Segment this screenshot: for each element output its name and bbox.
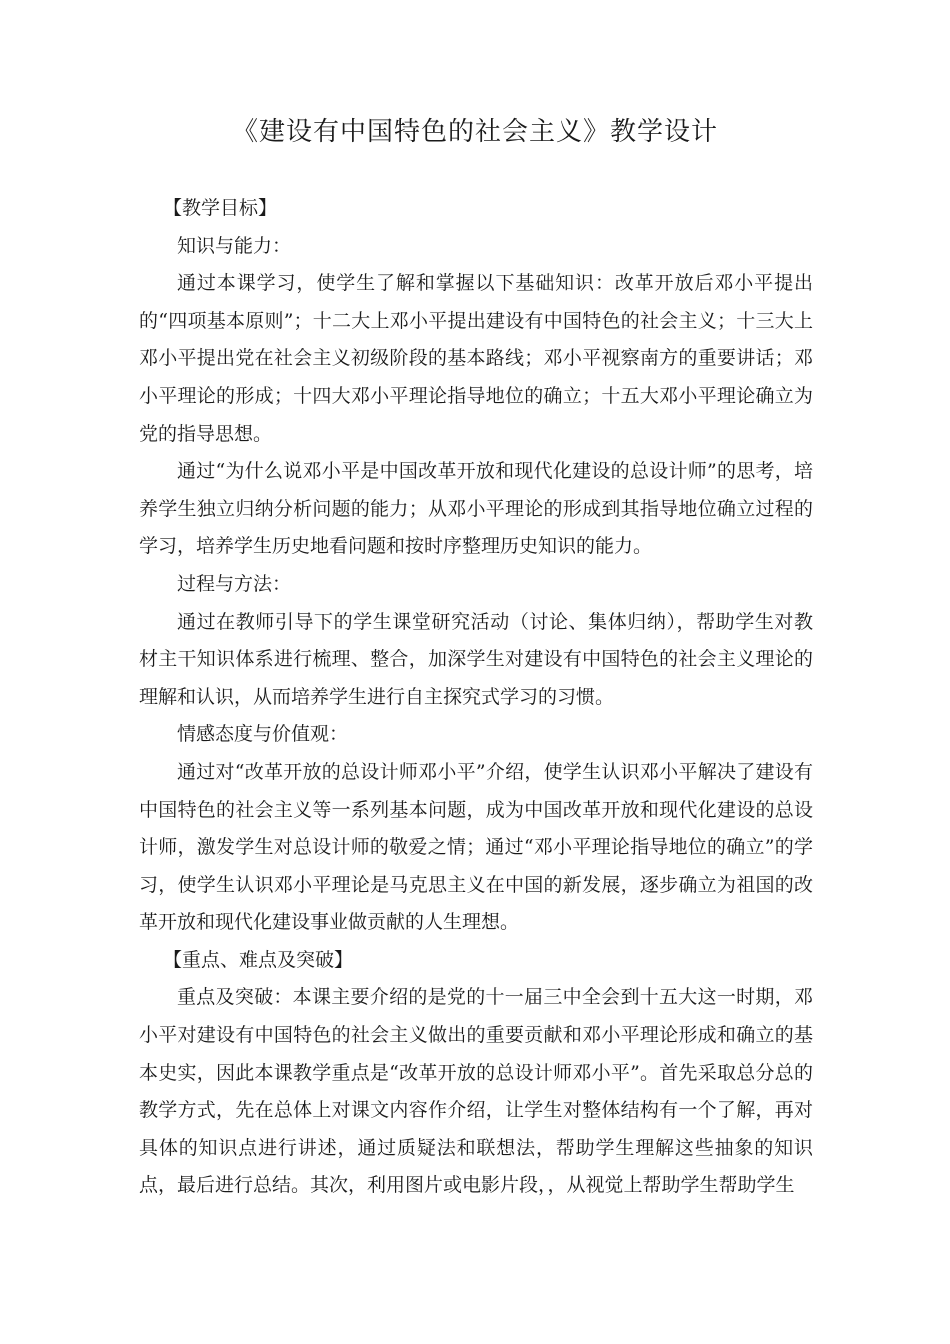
document-title: 《建设有中国特色的社会主义》教学设计 <box>231 117 718 147</box>
section-heading-key-points: 【重点、难点及突破】 <box>163 948 354 971</box>
subheading-knowledge-ability: 知识与能力： <box>177 234 292 257</box>
paragraph-ability-content: 通过“为什么说邓小平是中国改革开放和现代化建设的总设计师”的思考，培养学生独立归纳分析问题的能力；从邓小平理论的形成到其指导地位确立过程的学习，培养学生历史地看问题和按时序整理历史知识的能力。 <box>139 460 813 558</box>
document-body <box>139 190 813 1205</box>
paragraph-knowledge-content: 通过本课学习，使学生了解和掌握以下基础知识：改革开放后邓小平提出的“四项基本原则”；十二大上邓小平提出建设有中国特色的社会主义；十三大上邓小平提出党在社会主义初级阶段的基本路线；邓小平视察南方的重要讲话；邓小平理论的形成；十四大邓小平理论指导地位的确立；十五大邓小平理论确立为党的指导思想。 <box>139 272 813 445</box>
section-heading-teaching-goals: 【教学目标】 <box>163 197 278 219</box>
paragraph-process-method: 通过在教师引导下的学生课堂研究活动（讨论、集体归纳），帮助学生对教材主干知识体系进行梳理、整合，加深学生对建设有中国特色的社会主义理论的理解和认识，从而培养学生进行自主探究式学习的习惯。 <box>139 610 813 708</box>
paragraph-key-points: 重点及突破：本课主要介绍的是党的十一届三中全会到十五大这一时期，邓小平对建设有中国特色的社会主义做出的重要贡献和邓小平理论形成和确立的基本史实，因此本课教学重点是“改革开放的总设计师邓小平”。首先采取总分总的教学方式，先在总体上对课文内容作介绍，让学生对整体结构有一个了解，再对具体的知识点进行讲述，通过质疑法和联想法，帮助学生理解这些抽象的知识点，最后进行总结。其次，利用图片或电影片段，，从视觉上帮助学生帮助学生 <box>139 986 813 1197</box>
paragraph-emotion-values: 通过对“改革开放的总设计师邓小平”介绍，使学生认识邓小平解决了建设有中国特色的社会主义等一系列基本问题，成为中国改革开放和现代化建设的总设计师，激发学生对总设计师的敬爱之情；通过“邓小平理论指导地位的确立”的学习，使学生认识邓小平理论是马克思主义在中国的新发展，逐步确立为祖国的改革开放和现代化建设事业做贡献的人生理想。 <box>139 760 813 934</box>
subheading-emotion-values: 情感态度与价值观： <box>177 723 349 746</box>
subheading-process-method: 过程与方法： <box>177 572 292 595</box>
